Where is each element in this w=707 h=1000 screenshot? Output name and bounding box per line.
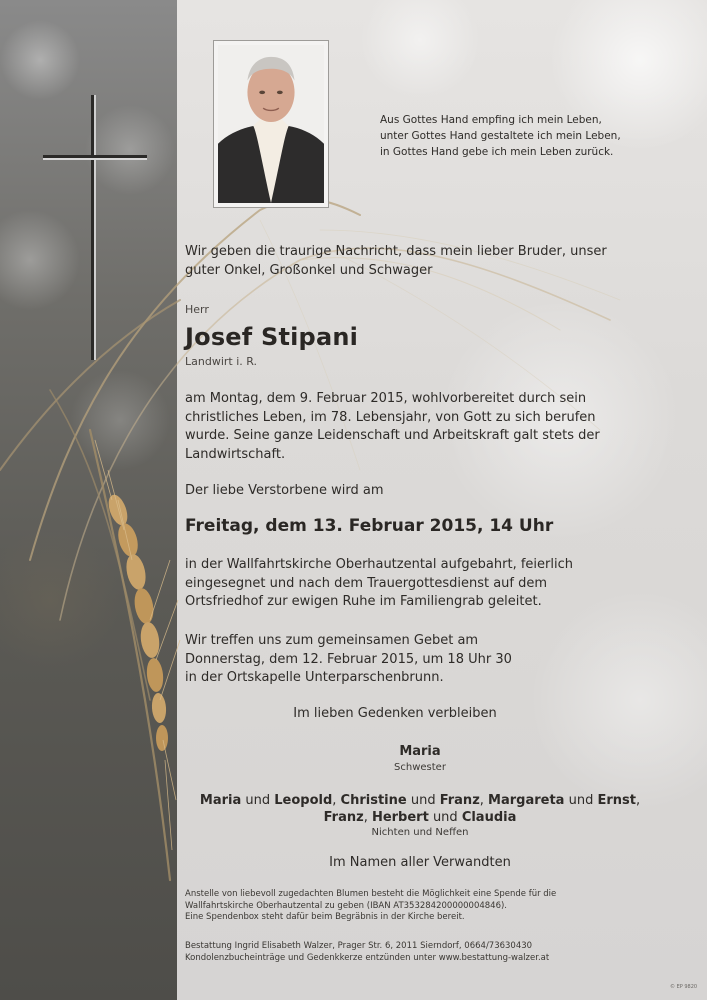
sister-name: Maria [399,744,441,759]
connector: und [241,793,275,808]
funeral-intro: Der liebe Verstorbene wird am [185,483,384,498]
mourner-name: Maria [199,793,242,808]
mourner-name: Margareta [488,793,565,808]
mourner-name: Herbert [371,810,429,825]
portrait-photo [213,40,329,208]
notice-line: wurde. Seine ganze Leidenschaft und Arbeitskraft galt stets der [185,428,600,443]
mourner-name: Claudia [461,810,517,825]
intro-text [185,243,625,280]
mourner-name: Leopold [274,793,333,808]
details-line: eingesegnet und nach dem Trauergottesdienst auf dem [185,575,548,591]
undertaker-info [185,941,615,964]
salutation: Herr [185,303,209,316]
prayer-info [185,632,625,688]
poem-quote [380,112,680,160]
quote-line: unter Gottes Hand gestaltete ich mein Leben, [380,130,621,142]
donation-line: Wallfahrtskirche Oberhautzental zu geben (IBAN AT353284200000004846). [185,900,508,911]
details-line: Ortsfriedhof zur ewigen Ruhe im Familiengrab geleitet. [185,594,542,609]
funeral-details [185,556,625,612]
closing-line: Im Namen aller Verwandten [329,855,511,870]
details-line: in der Wallfahrtskirche Oberhautzental aufgebahrt, feierlich [185,557,573,572]
nieces-nephews-line-2 [185,810,655,825]
connector: und [406,793,440,808]
intro-line: Wir geben die traurige Nachricht, dass mein lieber Bruder, unser [185,244,607,259]
undertaker-line: Bestattung Ingrid Elisabeth Walzer, Prager Str. 6, 2011 Sierndorf, 0664/73630430 [185,941,533,951]
prayer-line: Wir treffen uns zum gemeinsamen Gebet am [185,633,479,648]
donation-note [185,889,615,924]
donation-line: Eine Spendenbox steht dafür beim Begräbnis in der Kirche bereit. [185,912,465,922]
nieces-nephews-line-1 [185,793,655,808]
mourners-heading: Im lieben Gedenken verbleiben [293,706,497,721]
notice-line: am Montag, dem 9. Februar 2015, wohlvorbereitet durch sein [185,391,587,406]
copyright-mark: © EP 9820 [670,984,698,990]
cross-icon [40,95,150,365]
intro-line: guter Onkel, Großonkel und Schwager [185,262,433,278]
connector: und [428,810,462,825]
deceased-title: Landwirt i. R. [185,355,258,368]
nieces-nephews-relation: Nichten und Neffen [371,827,469,838]
undertaker-line: Kondolenzbucheinträge und Gedenkkerze entzünden unter www.bestattung-walzer.at [185,952,550,963]
connector: , [479,793,489,808]
death-notice [185,390,625,464]
connector: und [564,793,598,808]
sister-relation: Schwester [394,762,446,773]
mourner-name: Franz [323,810,364,825]
connector: , [363,810,372,825]
mourner-name: Christine [340,793,407,808]
mourner-name: Franz [439,793,480,808]
deceased-name: Josef Stipani [185,323,359,351]
quote-line: Aus Gottes Hand empfing ich mein Leben, [380,114,602,126]
quote-line: in Gottes Hand gebe ich mein Leben zurück. [380,146,614,158]
connector: , [332,793,341,808]
mourner-name: Ernst [597,793,636,808]
prayer-line: in der Ortskapelle Unterparschenbrunn. [185,670,444,685]
notice-line: Landwirtschaft. [185,446,286,462]
donation-line: Anstelle von liebevoll zugedachten Blumen besteht die Möglichkeit eine Spende für die [185,889,557,899]
funeral-date: Freitag, dem 13. Februar 2015, 14 Uhr [185,516,554,536]
notice-line: christliches Leben, im 78. Lebensjahr, von Gott zu sich berufen [185,409,596,425]
connector: , [635,793,641,808]
prayer-line: Donnerstag, dem 12. Februar 2015, um 18 Uhr 30 [185,651,512,667]
